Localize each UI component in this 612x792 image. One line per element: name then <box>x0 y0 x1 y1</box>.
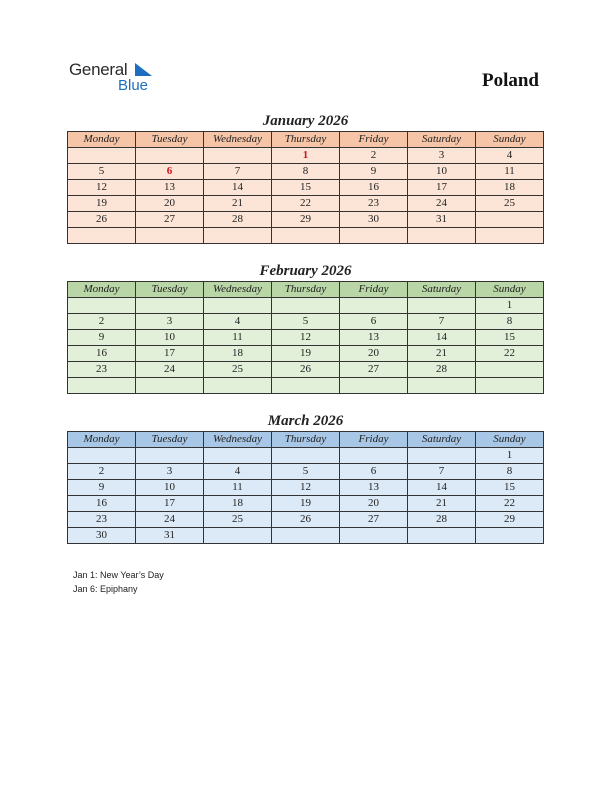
day-cell: 15 <box>476 480 544 496</box>
day-cell: 4 <box>476 148 544 164</box>
day-cell <box>476 212 544 228</box>
weekday-header: Thursday <box>272 132 340 148</box>
day-cell: 7 <box>408 314 476 330</box>
weekday-header: Sunday <box>476 282 544 298</box>
day-cell: 26 <box>272 512 340 528</box>
weekday-header-row <box>68 132 544 148</box>
day-cell: 24 <box>136 362 204 378</box>
day-cell: 24 <box>408 196 476 212</box>
week-row <box>68 512 544 528</box>
day-cell: 8 <box>476 314 544 330</box>
day-cell: 19 <box>272 346 340 362</box>
day-cell <box>408 298 476 314</box>
holiday-note: Jan 6: Epiphany <box>73 584 138 594</box>
day-cell <box>204 448 272 464</box>
day-cell: 27 <box>136 212 204 228</box>
day-cell: 6 <box>340 464 408 480</box>
day-cell: 28 <box>408 362 476 378</box>
day-cell: 15 <box>476 330 544 346</box>
day-cell: 20 <box>136 196 204 212</box>
day-cell <box>68 228 136 244</box>
weekday-header: Tuesday <box>136 432 204 448</box>
day-cell: 2 <box>68 314 136 330</box>
logo-triangle-icon <box>133 63 153 77</box>
weekday-header: Saturday <box>408 432 476 448</box>
day-cell: 25 <box>204 362 272 378</box>
day-cell: 28 <box>204 212 272 228</box>
week-row <box>68 164 544 180</box>
weekday-header: Saturday <box>408 282 476 298</box>
day-cell <box>272 528 340 544</box>
day-cell: 1 <box>476 298 544 314</box>
day-cell: 29 <box>272 212 340 228</box>
day-cell <box>136 448 204 464</box>
day-cell: 14 <box>408 330 476 346</box>
month-title: January 2026 <box>262 113 349 129</box>
day-cell: 3 <box>136 314 204 330</box>
day-cell: 25 <box>204 512 272 528</box>
weekday-header: Thursday <box>272 432 340 448</box>
day-cell: 13 <box>340 330 408 346</box>
month-february <box>67 261 544 394</box>
day-cell: 3 <box>408 148 476 164</box>
day-cell: 24 <box>136 512 204 528</box>
weekday-header: Friday <box>340 282 408 298</box>
weekday-header: Wednesday <box>204 132 272 148</box>
day-cell: 23 <box>68 512 136 528</box>
day-cell: 14 <box>408 480 476 496</box>
day-cell <box>204 298 272 314</box>
month-title: March 2026 <box>267 413 344 429</box>
day-cell <box>476 528 544 544</box>
day-cell <box>408 228 476 244</box>
day-cell: 19 <box>272 496 340 512</box>
day-cell <box>272 228 340 244</box>
day-cell: 18 <box>204 346 272 362</box>
day-cell: 30 <box>340 212 408 228</box>
weekday-header: Saturday <box>408 132 476 148</box>
day-cell: 16 <box>340 180 408 196</box>
day-cell <box>204 228 272 244</box>
day-cell: 29 <box>476 512 544 528</box>
day-cell <box>204 148 272 164</box>
weekday-header: Friday <box>340 132 408 148</box>
day-cell: 10 <box>136 480 204 496</box>
day-cell <box>136 228 204 244</box>
week-row <box>68 362 544 378</box>
day-cell: 2 <box>68 464 136 480</box>
day-cell: 15 <box>272 180 340 196</box>
holiday-notes <box>73 568 164 596</box>
country-title: Poland <box>481 70 539 91</box>
weekday-header: Tuesday <box>136 132 204 148</box>
weekday-header: Wednesday <box>204 432 272 448</box>
week-row <box>68 496 544 512</box>
day-cell: 12 <box>272 330 340 346</box>
day-cell: 6 <box>340 314 408 330</box>
day-cell: 22 <box>476 496 544 512</box>
day-cell: 16 <box>68 496 136 512</box>
week-row <box>68 228 544 244</box>
day-cell: 1 <box>272 148 340 164</box>
day-cell: 9 <box>340 164 408 180</box>
weekday-header: Tuesday <box>136 282 204 298</box>
day-cell: 9 <box>68 480 136 496</box>
day-cell <box>340 378 408 394</box>
day-cell: 26 <box>272 362 340 378</box>
day-cell: 31 <box>136 528 204 544</box>
generalblue-logo <box>69 60 169 96</box>
day-cell <box>476 378 544 394</box>
week-row <box>68 314 544 330</box>
day-cell: 7 <box>204 164 272 180</box>
day-cell <box>204 378 272 394</box>
week-row <box>68 448 544 464</box>
weekday-header: Thursday <box>272 282 340 298</box>
day-cell: 23 <box>68 362 136 378</box>
day-cell: 21 <box>408 346 476 362</box>
logo-word-general: General <box>69 60 128 79</box>
day-cell: 2 <box>340 148 408 164</box>
weekday-header: Wednesday <box>204 282 272 298</box>
day-cell: 17 <box>136 496 204 512</box>
day-cell: 19 <box>68 196 136 212</box>
day-cell: 27 <box>340 512 408 528</box>
logo-word-blue: Blue <box>118 77 149 94</box>
day-cell: 22 <box>272 196 340 212</box>
day-cell <box>136 298 204 314</box>
weekday-header-row <box>68 282 544 298</box>
day-cell: 21 <box>204 196 272 212</box>
weekday-header: Sunday <box>476 432 544 448</box>
day-cell: 8 <box>476 464 544 480</box>
day-cell <box>340 228 408 244</box>
day-cell: 6 <box>136 164 204 180</box>
day-cell <box>136 148 204 164</box>
day-cell <box>68 148 136 164</box>
week-row <box>68 298 544 314</box>
day-cell: 12 <box>272 480 340 496</box>
day-cell: 3 <box>136 464 204 480</box>
month-title: February 2026 <box>259 263 352 279</box>
day-cell <box>272 448 340 464</box>
day-cell <box>204 528 272 544</box>
calendar-table <box>67 431 544 544</box>
day-cell <box>408 378 476 394</box>
day-cell <box>476 362 544 378</box>
day-cell: 11 <box>204 330 272 346</box>
day-cell: 20 <box>340 346 408 362</box>
day-cell: 13 <box>340 480 408 496</box>
day-cell: 5 <box>272 314 340 330</box>
day-cell <box>408 528 476 544</box>
day-cell: 16 <box>68 346 136 362</box>
day-cell: 12 <box>68 180 136 196</box>
weekday-header: Monday <box>68 432 136 448</box>
day-cell: 1 <box>476 448 544 464</box>
day-cell <box>272 298 340 314</box>
day-cell <box>340 298 408 314</box>
holiday-note: Jan 1: New Year’s Day <box>73 570 164 580</box>
day-cell: 20 <box>340 496 408 512</box>
day-cell: 14 <box>204 180 272 196</box>
day-cell: 31 <box>408 212 476 228</box>
week-row <box>68 212 544 228</box>
day-cell: 9 <box>68 330 136 346</box>
week-row <box>68 346 544 362</box>
day-cell: 13 <box>136 180 204 196</box>
day-cell: 30 <box>68 528 136 544</box>
day-cell: 11 <box>476 164 544 180</box>
day-cell: 22 <box>476 346 544 362</box>
calendar-table <box>67 281 544 394</box>
day-cell: 10 <box>408 164 476 180</box>
day-cell <box>136 378 204 394</box>
calendar-table <box>67 131 544 244</box>
day-cell: 23 <box>340 196 408 212</box>
day-cell: 8 <box>272 164 340 180</box>
weekday-header: Sunday <box>476 132 544 148</box>
day-cell <box>340 528 408 544</box>
day-cell <box>408 448 476 464</box>
week-row <box>68 330 544 346</box>
day-cell: 4 <box>204 314 272 330</box>
weekday-header: Monday <box>68 132 136 148</box>
day-cell: 4 <box>204 464 272 480</box>
day-cell: 25 <box>476 196 544 212</box>
day-cell: 11 <box>204 480 272 496</box>
day-cell: 7 <box>408 464 476 480</box>
weekday-header: Monday <box>68 282 136 298</box>
day-cell <box>340 448 408 464</box>
day-cell <box>68 378 136 394</box>
day-cell <box>272 378 340 394</box>
weekday-header: Friday <box>340 432 408 448</box>
day-cell: 28 <box>408 512 476 528</box>
week-row <box>68 148 544 164</box>
week-row <box>68 378 544 394</box>
day-cell: 18 <box>204 496 272 512</box>
month-january <box>67 111 544 244</box>
day-cell <box>68 448 136 464</box>
day-cell: 5 <box>68 164 136 180</box>
week-row <box>68 180 544 196</box>
weekday-header-row <box>68 432 544 448</box>
day-cell: 17 <box>408 180 476 196</box>
day-cell: 10 <box>136 330 204 346</box>
day-cell <box>68 298 136 314</box>
week-row <box>68 464 544 480</box>
month-march <box>67 411 544 544</box>
day-cell: 27 <box>340 362 408 378</box>
week-row <box>68 480 544 496</box>
day-cell <box>476 228 544 244</box>
day-cell: 17 <box>136 346 204 362</box>
day-cell: 5 <box>272 464 340 480</box>
day-cell: 26 <box>68 212 136 228</box>
week-row <box>68 528 544 544</box>
day-cell: 21 <box>408 496 476 512</box>
day-cell: 18 <box>476 180 544 196</box>
week-row <box>68 196 544 212</box>
